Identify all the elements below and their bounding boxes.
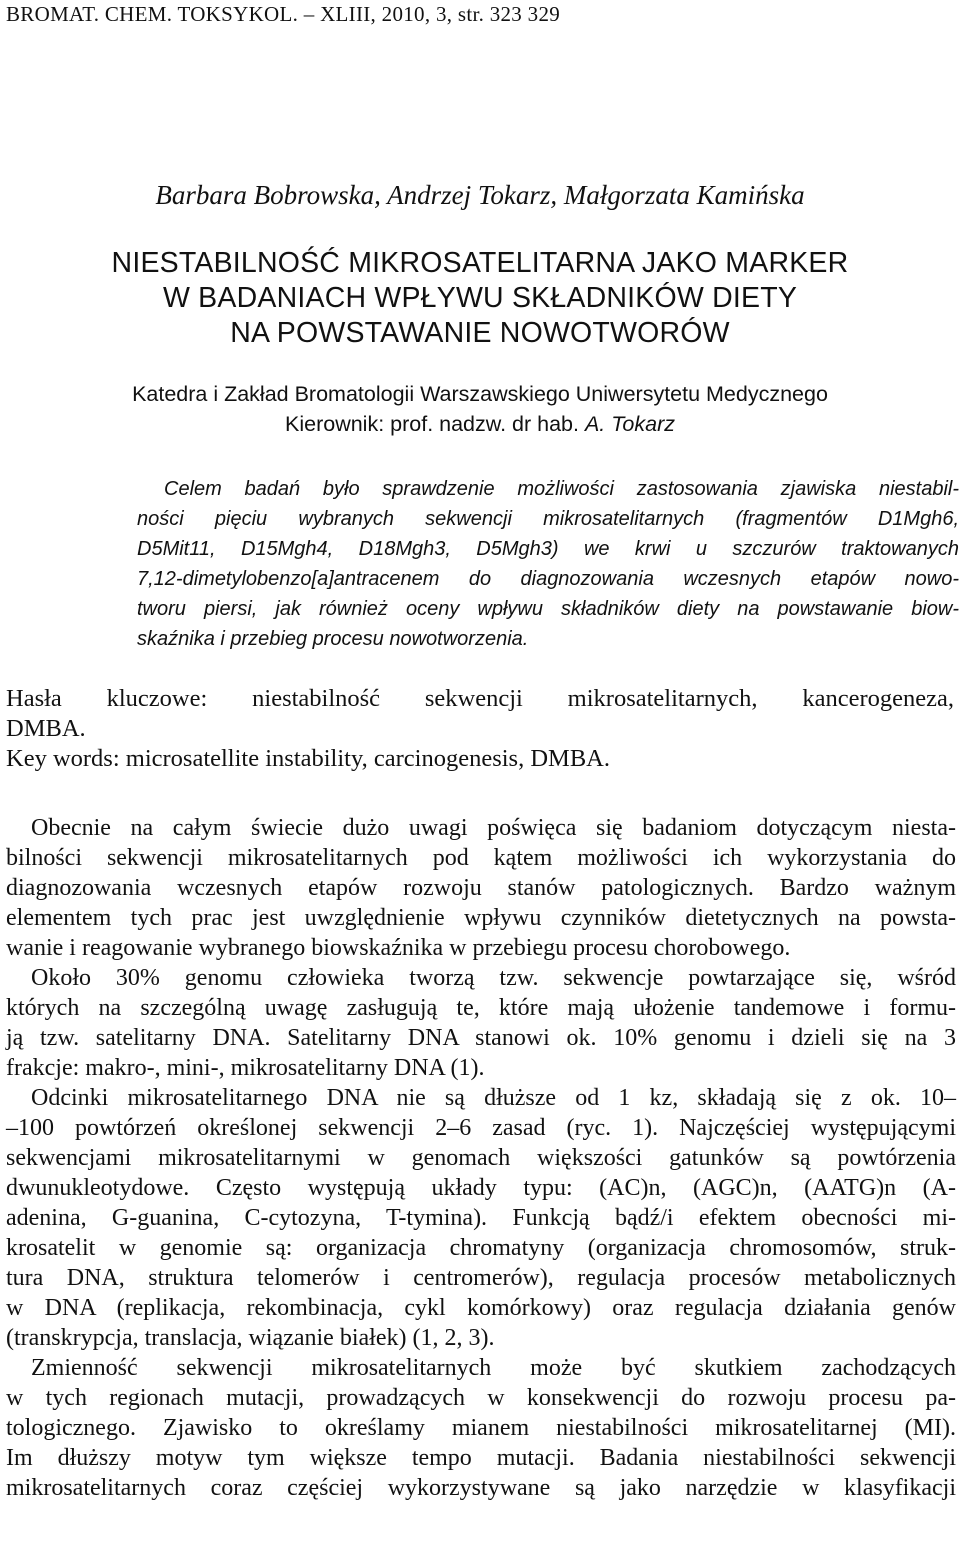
affiliation	[0, 379, 960, 439]
abstract	[137, 474, 959, 654]
keywords-pl-line: Hasła kluczowe: niestabilność sekwencji mikrosatelitarnych, kancerogeneza,	[6, 685, 954, 712]
abstract-line: D5Mit11, D15Mgh4, D18Mgh3, D5Mgh3) we krwi u szczurów traktowanych	[137, 538, 959, 560]
keywords-en: Key words: microsatellite instability, carcinogenesis, DMBA.	[6, 745, 610, 772]
body-line: wanie i reagowanie wybranego biowskaźnika w przebiegu procesu chorobowego.	[6, 935, 791, 961]
abstract-line: tworu piersi, jak również oceny wpływu składników diety na powstawanie biow-	[137, 598, 959, 620]
body-line: tologicznego. Zjawisko to określamy mianem niestabilności mikrosatelitarnej (MI).	[6, 1415, 956, 1441]
title-line: W BADANIACH WPŁYWU SKŁADNIKÓW DIETY	[162, 282, 798, 314]
body-line: krosatelit w genomie są: organizacja chromatyny (organizacja chromosomów, struk-	[6, 1235, 956, 1261]
body-line: –100 powtórzeń określonej sekwencji 2–6 zasad (ryc. 1). Najczęściej występującymi	[6, 1115, 956, 1141]
body-line: ją tzw. satelitarny DNA. Satelitarny DNA stanowi ok. 10% genomu i dzieli się na 3	[6, 1025, 956, 1051]
body-line: mikrosatelitarnych coraz częściej wykorzystywane są jako narzędzie w klasyfikacji	[6, 1475, 956, 1501]
abstract-line: ności pięciu wybranych sekwencji mikrosatelitarnych (fragmentów D1Mgh6,	[137, 508, 959, 530]
body-line: których na szczególną uwagę zasługują te, które mają ułożenie tandemowe i formu-	[6, 995, 956, 1021]
affiliation-department: Katedra i Zakład Bromatologii Warszawskiego Uniwersytetu Medycznego	[132, 382, 828, 406]
body-line: diagnozowania wczesnych etapów rozwoju stanów patologicznych. Bardzo ważnym	[6, 875, 956, 901]
abstract-line: skaźnika i przebieg procesu nowotworzenia.	[137, 628, 529, 650]
journal-header: BROMAT. CHEM. TOKSYKOL. – XLIII, 2010, 3, str. 323 329	[6, 2, 561, 26]
body-line: elementem tych prac jest uwzględnienie wpływu czynników dietetycznych na powsta-	[6, 905, 956, 931]
keywords	[6, 684, 954, 774]
body-line: dwunukleotydowe. Często występują układy typu: (AC)n, (AGC)n, (AATG)n (A-	[6, 1175, 956, 1201]
abstract-line: Celem badań było sprawdzenie możliwości zastosowania zjawiska niestabil-	[164, 478, 959, 500]
body-line: Około 30% genomu człowieka tworzą tzw. sekwencje powtarzające się, wśród	[31, 965, 956, 991]
article-title	[0, 246, 960, 351]
body-line: sekwencjami mikrosatelitarnymi w genomach większości gatunków są powtórzenia	[6, 1145, 956, 1171]
body-text	[6, 813, 956, 1503]
body-line: Obecnie na całym świecie dużo uwagi poświęca się badaniom dotyczącym niesta-	[31, 815, 956, 841]
body-line: tura DNA, struktura telomerów i centromerów), regulacja procesów metabolicznych	[6, 1265, 956, 1291]
abstract-line: 7,12-dimetylobenzo[a]antracenem do diagnozowania wczesnych etapów nowo-	[137, 568, 959, 590]
body-line: Odcinki mikrosatelitarnego DNA nie są dłuższe od 1 kz, składają się z ok. 10–	[31, 1085, 956, 1111]
title-line: NA POWSTAWANIE NOWOTWORÓW	[230, 317, 730, 349]
affiliation-head-name: A. Tokarz	[584, 412, 675, 436]
body-line: frakcje: makro-, mini-, mikrosatelitarny DNA (1).	[6, 1055, 485, 1081]
title-line: NIESTABILNOŚĆ MIKROSATELITARNA JAKO MARKER	[111, 247, 849, 279]
affiliation-head	[0, 409, 960, 439]
body-line: bilności sekwencji mikrosatelitarnych pod kątem możliwości ich wykorzystania do	[6, 845, 956, 871]
body-line: Im dłuższy motyw tym większe tempo mutacji. Badania niestabilności sekwencji	[6, 1445, 956, 1471]
body-line: w tych regionach mutacji, prowadzących w konsekwencji do rozwoju procesu pa-	[6, 1385, 956, 1411]
authors: Barbara Bobrowska, Andrzej Tokarz, Małgorzata Kamińska	[155, 180, 805, 210]
body-line: Zmienność sekwencji mikrosatelitarnych może być skutkiem zachodzących	[31, 1355, 956, 1381]
affiliation-head-prefix: Kierownik: prof. nadzw. dr hab.	[285, 412, 585, 436]
body-line: w DNA (replikacja, rekombinacja, cykl komórkowy) oraz regulacja działania genów	[6, 1295, 956, 1321]
keywords-pl-line: DMBA.	[6, 715, 86, 742]
body-line: adenina, G-guanina, C-cytozyna, T-tymina). Funkcją bądź/i efektem obecności mi-	[6, 1205, 956, 1231]
body-line: (transkrypcja, translacja, wiązanie białek) (1, 2, 3).	[6, 1325, 495, 1351]
